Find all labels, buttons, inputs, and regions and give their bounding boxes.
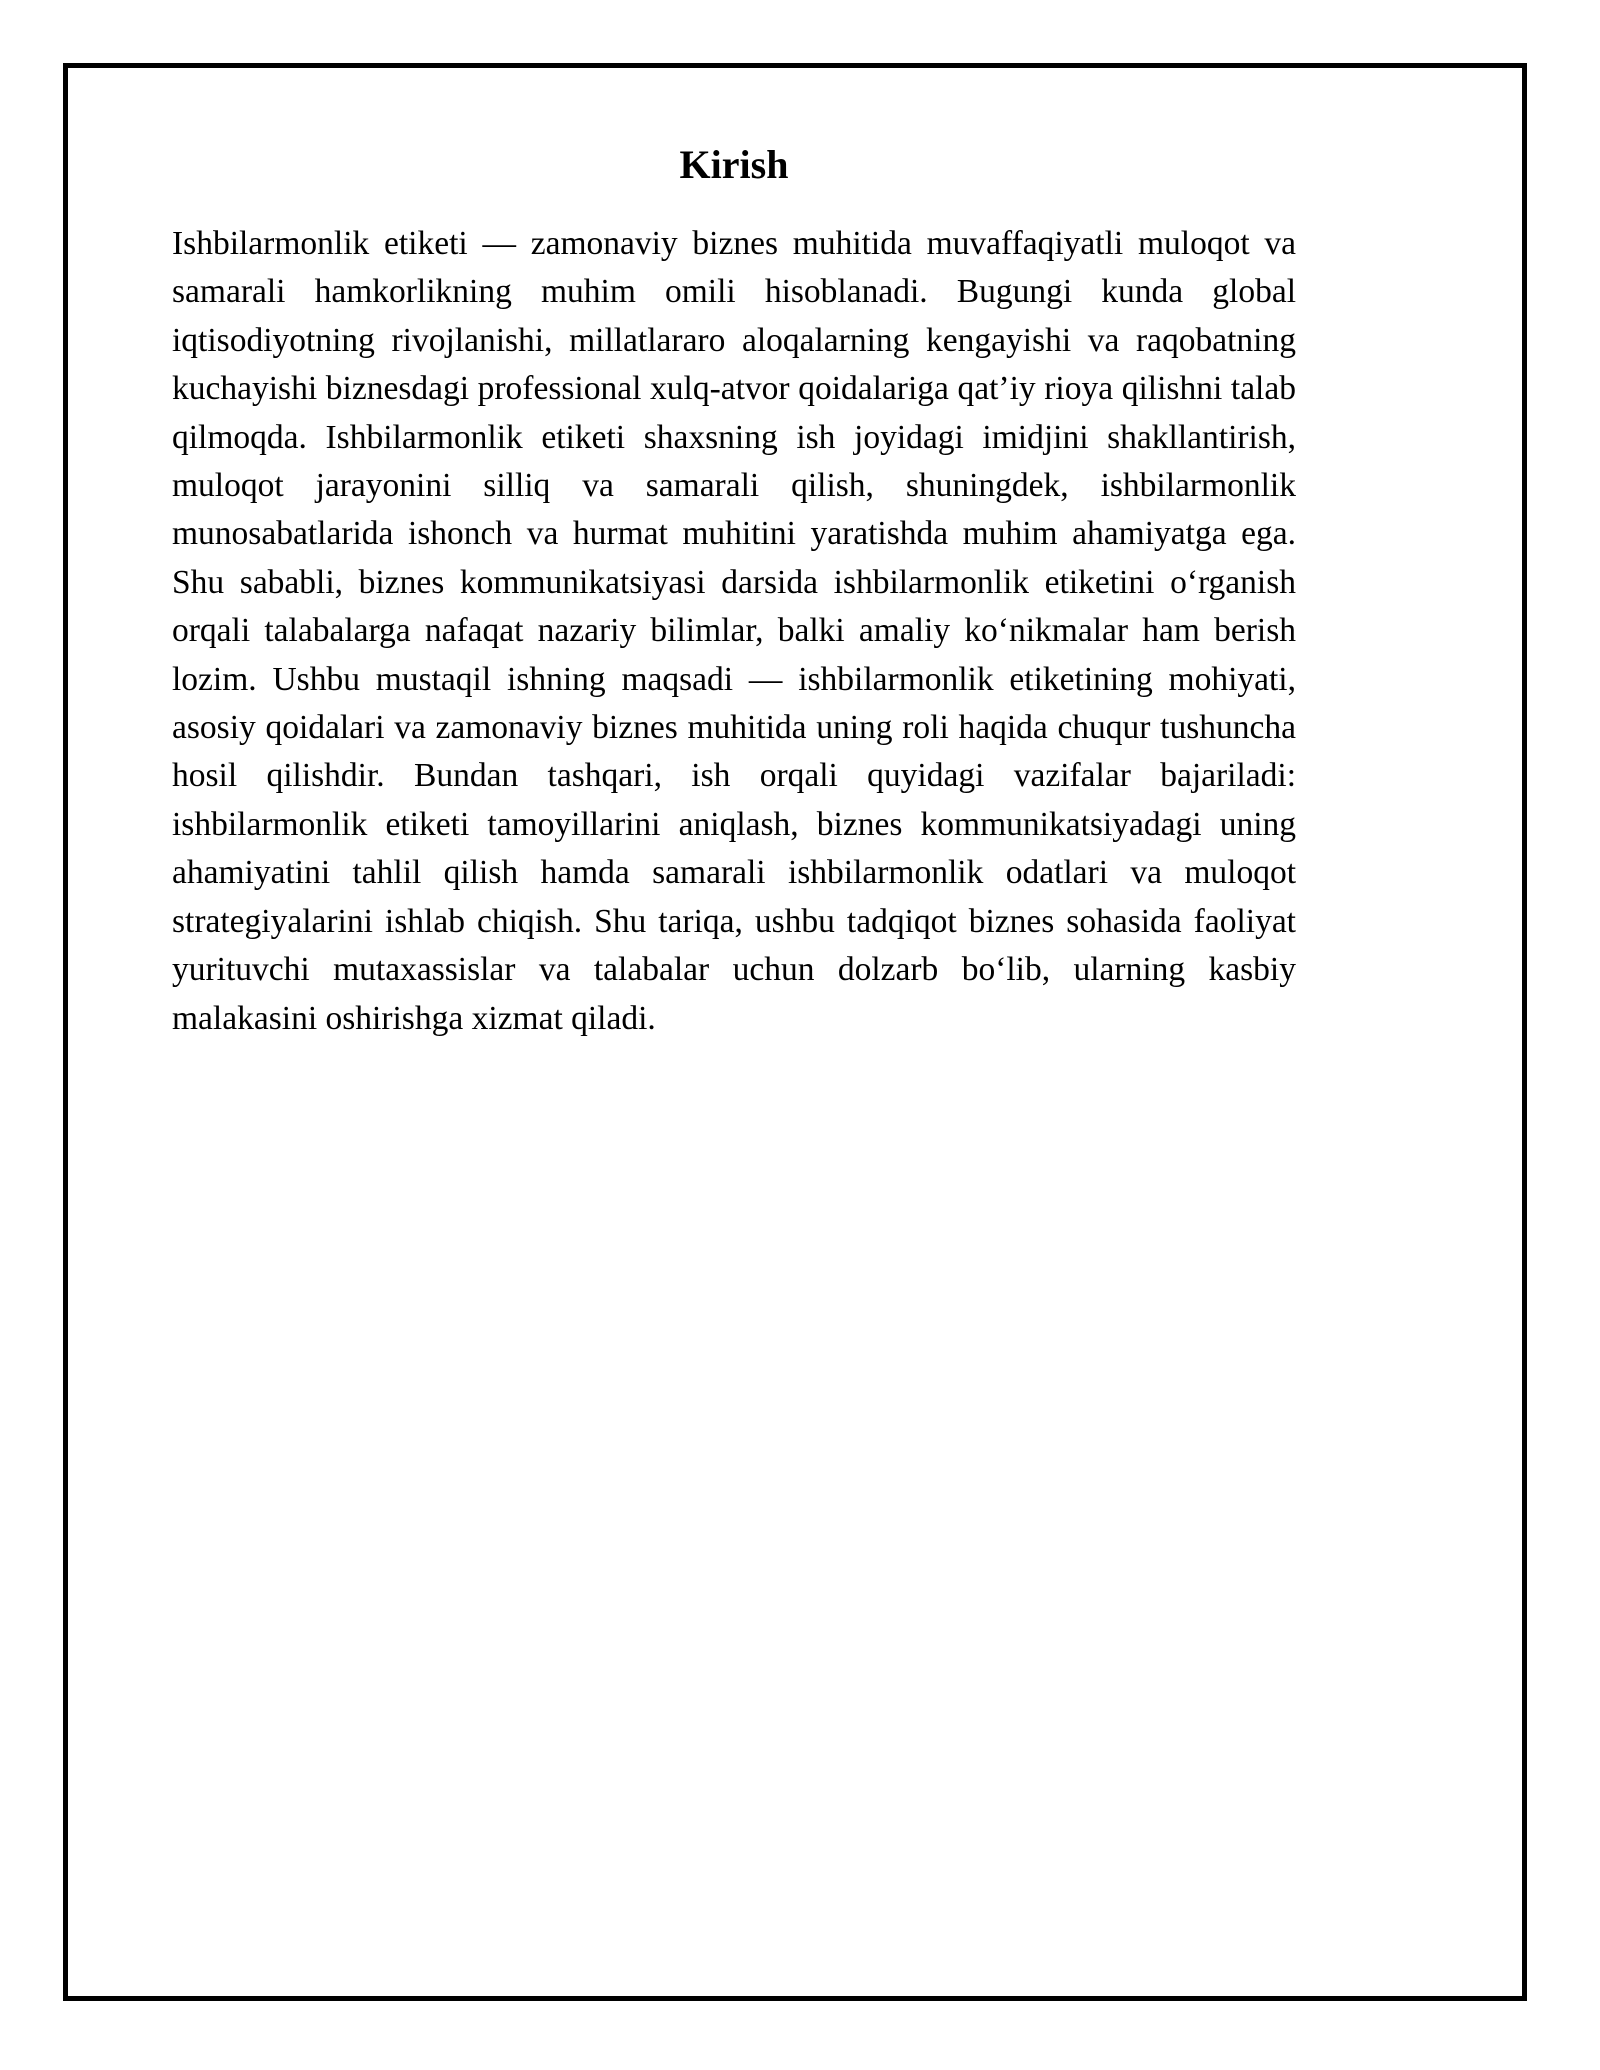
page-title: Kirish [679,142,789,187]
body-paragraph: Ishbilarmonlik etiketi — zamonaviy biznes muhitida muvaffaqiyatli muloqot va samarali hamkorlikning muhim omili hisoblanadi. Bugungi kunda global iqtisodiyotning rivojlanishi, millatlararo aloqalarning kengayishi va raqobatning kuchayishi biznesdagi professional xulq-atvor qoidalariga qat’iy rioya qilishni talab qilmoqda. Ishbilarmonlik etiketi shaxsning ish joyidagi imidjini shakllantirish, muloqot jarayonini silliq va samarali qilish, shuningdek, ishbilarmonlik munosabatlarida ishonch va hurmat muhitini yaratishda muhim ahamiyatga ega. Shu sababli, biznes kommunikatsiyasi darsida ishbilarmonlik etiketini oʻrganish orqali talabalarga nafaqat nazariy bilimlar, balki amaliy koʻnikmalar ham berish lozim. Ushbu mustaqil ishning maqsadi — ishbilarmonlik etiketining mohiyati, asosiy qoidalari va zamonaviy biznes muhitida uning roli haqida chuqur tushuncha hosil qilishdir. Bundan tashqari, ish orqali quyidagi vazifalar bajariladi: ishbilarmonlik etiketi tamoyillarini aniqlash, biznes kommunikatsiyadagi uning ahamiyatini tahlil qilish hamda samarali ishbilarmonlik odatlari va muloqot strategiyalarini ishlab chiqish. Shu tariqa, ushbu tadqiqot biznes sohasida faoliyat yurituvchi mutaxassislar va talabalar uchun dolzarb boʻlib, ularning kasbiy malakasini oshirishga xizmat qiladi. [172,225,1296,1037]
document-content [172,140,1296,1043]
